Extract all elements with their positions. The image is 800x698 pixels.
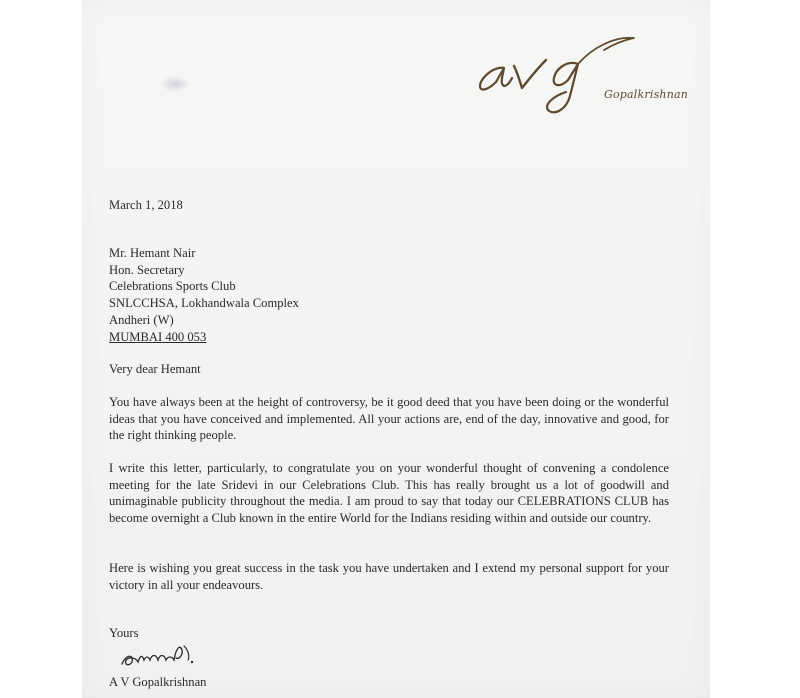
recipient-street: SNLCCHSA, Lokhandwala Complex (109, 296, 299, 311)
recipient-locality: Andheri (W) (109, 312, 174, 327)
letter-date: March 1, 2018 (109, 198, 183, 212)
recipient-address (109, 245, 669, 345)
body-paragraph-1: You have always been at the height of controversy, be it good deed that you have been doing or the wonderful ideas that you have conceived and implemented. All your actions are, end of the day, innovative and good, for the right thinking people. (109, 395, 669, 443)
recipient-city: MUMBAI 400 053 (109, 329, 207, 344)
letterhead-logo (474, 26, 694, 122)
recipient-organization: Celebrations Sports Club (109, 279, 236, 294)
recipient-name: Mr. Hemant Nair (109, 246, 196, 260)
salutation: Very dear Hemant (109, 362, 201, 376)
body-paragraph-3: Here is wishing you great success in the task you have undertaken and I extend my personal support for your victory in all your endeavours. (109, 561, 669, 592)
avg-monogram-icon (474, 26, 694, 122)
body-paragraph-2: I write this letter, particularly, to congratulate you on your wonderful thought of convening a condolence meeting for the late Sridevi in our Celebrations Club. This has really brought us a lot of goodwill and unimaginable publicity throughout the media. I am proud to say that today our CELEBRATIONS CLUB has become overnight a Club known in the entire World for the Indians residing within and outside our country. (109, 461, 669, 526)
ink-smudge (160, 76, 190, 92)
letterhead-name: Gopalkrishnan (604, 88, 689, 101)
signatory-name: A V Gopalkrishnan (109, 675, 207, 689)
closing: Yours (109, 626, 139, 640)
handwritten-signature (118, 636, 218, 670)
recipient-title: Hon. Secretary (109, 262, 185, 277)
